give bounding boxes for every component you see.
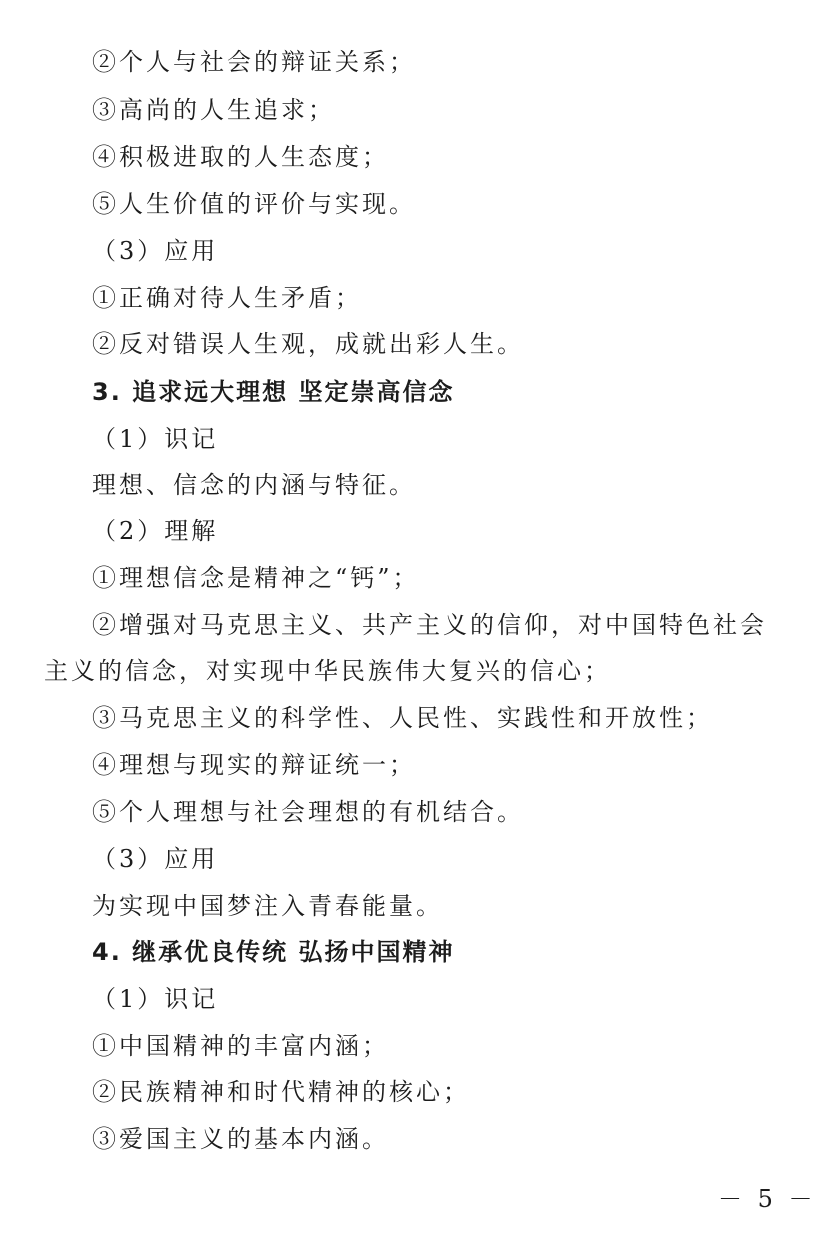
list-item: ②民族精神和时代精神的核心； [92,1078,470,1106]
list-item: ②增强对马克思主义、共产主义的信仰，对中国特色社会 [92,611,767,639]
paragraph-line: 主义的信念，对实现中华民族伟大复兴的信心； [44,657,611,685]
list-item: ④积极进取的人生态度； [92,143,389,171]
subsection-label: （1）识记 [92,425,219,453]
list-item: ③马克思主义的科学性、人民性、实践性和开放性； [92,704,713,732]
list-item: ①正确对待人生矛盾； [92,284,362,312]
subsection-label: （2）理解 [92,517,219,545]
section-heading: 3. 追求远大理想 坚定崇高信念 [92,378,455,406]
list-item: ①理想信念是精神之“钙”； [92,564,420,592]
paragraph-line: 为实现中国梦注入青春能量。 [92,892,443,920]
list-item: ②反对错误人生观，成就出彩人生。 [92,330,524,358]
list-item: ⑤人生价值的评价与实现。 [92,190,416,218]
list-item: ⑤个人理想与社会理想的有机结合。 [92,798,524,826]
subsection-label: （3）应用 [92,237,219,265]
page-number: － 5 － [718,1185,817,1213]
subsection-label: （1）识记 [92,985,219,1013]
list-item: ④理想与现实的辩证统一； [92,751,416,779]
list-item: ①中国精神的丰富内涵； [92,1032,389,1060]
subsection-label: （3）应用 [92,845,219,873]
list-item: ②个人与社会的辩证关系； [92,48,416,76]
list-item: ③爱国主义的基本内涵。 [92,1125,389,1153]
list-item: ③高尚的人生追求； [92,96,335,124]
paragraph-line: 理想、信念的内涵与特征。 [92,471,416,499]
section-heading: 4. 继承优良传统 弘扬中国精神 [92,938,455,966]
